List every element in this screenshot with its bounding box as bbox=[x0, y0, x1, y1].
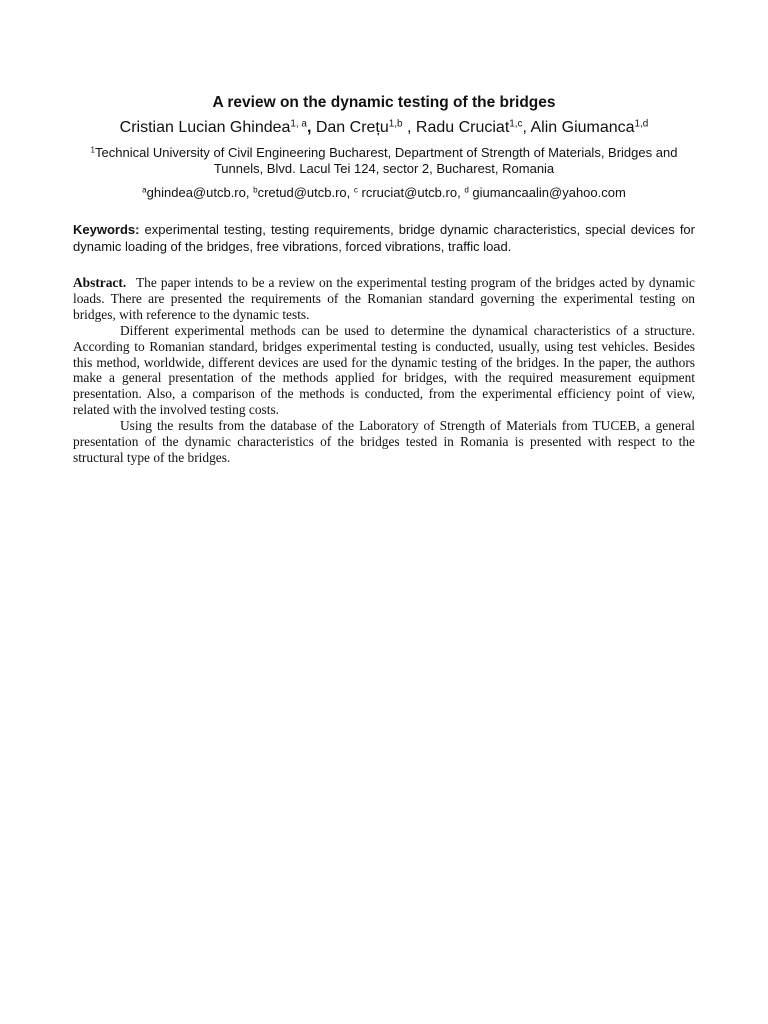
author-affil-marker: 1,c bbox=[509, 118, 523, 130]
abstract-paragraph: Using the results from the database of the Laboratory of Strength of Materials from TUCEB, a general presentation of the dynamic characteristics of the bridges tested in Romania is presented with respect to the structural type of the bridges. bbox=[73, 418, 695, 465]
author-affil-marker: 1,d bbox=[634, 118, 649, 130]
author-affil-marker: 1, a bbox=[290, 118, 307, 130]
email-marker: a bbox=[142, 185, 147, 195]
paper-title: A review on the dynamic testing of the bridges bbox=[212, 94, 556, 111]
abstract-paragraph-text: The paper intends to be a review on the experimental testing program of the bridges acted by dynamic loads. There are presented the requirements of the Romanian standard governing the experimental testing on bridges, with reference to the dynamic tests. bbox=[73, 275, 695, 322]
email-address: rcruciat@utcb.ro, bbox=[357, 185, 465, 200]
author-affil-marker: 1,b bbox=[388, 118, 403, 130]
abstract-paragraph bbox=[73, 275, 695, 323]
author-name: Dan Crețu bbox=[315, 119, 389, 136]
abstract-label: Abstract. bbox=[73, 275, 127, 290]
affiliation bbox=[73, 145, 695, 177]
email-marker: b bbox=[253, 185, 258, 195]
keywords-label: Keywords: bbox=[73, 222, 140, 237]
author-list bbox=[73, 118, 695, 138]
author-name: Radu Cruciat bbox=[415, 119, 510, 136]
abstract-section bbox=[73, 275, 695, 466]
author-separator: , bbox=[522, 119, 531, 136]
author-separator: , bbox=[306, 119, 316, 136]
affiliation-marker: 1 bbox=[90, 145, 96, 155]
paper-page bbox=[73, 92, 695, 466]
author-separator: , bbox=[402, 119, 416, 136]
affiliation-text: Technical University of Civil Engineering Bucharest, Department of Strength of Materials, Bridges and Tunnels, Blvd. Lacul Tei 124, sector 2, Bucharest, Romania bbox=[95, 145, 678, 176]
keywords-text: experimental testing, testing requirements, bridge dynamic characteristics, special devices for dynamic loading of the bridges, free vibrations, forced vibrations, traffic load. bbox=[73, 222, 695, 254]
email-address: ghindea@utcb.ro, bbox=[146, 185, 254, 200]
email-marker: d bbox=[464, 185, 469, 195]
keywords-section bbox=[73, 221, 695, 255]
author-emails bbox=[73, 185, 695, 201]
email-address: cretud@utcb.ro, bbox=[257, 185, 354, 200]
abstract-paragraph: Different experimental methods can be used to determine the dynamical characteristics of a structure. According to Romanian standard, bridges experimental testing is conducted, usually, using test vehicles. Besides this method, worldwide, different devices are used for the dynamic testing of the bridges. In the paper, the authors make a general presentation of the methods applied for bridges, with the required measurement equipment presentation. Also, a comparison of the methods is conducted, from the experimental efficiency point of view, related with the involved testing costs. bbox=[73, 322, 695, 418]
email-address: giumancaalin@yahoo.com bbox=[468, 185, 626, 200]
author-name: Cristian Lucian Ghindea bbox=[119, 119, 291, 136]
email-marker: c bbox=[353, 185, 358, 195]
author-name: Alin Giumanca bbox=[530, 119, 635, 136]
